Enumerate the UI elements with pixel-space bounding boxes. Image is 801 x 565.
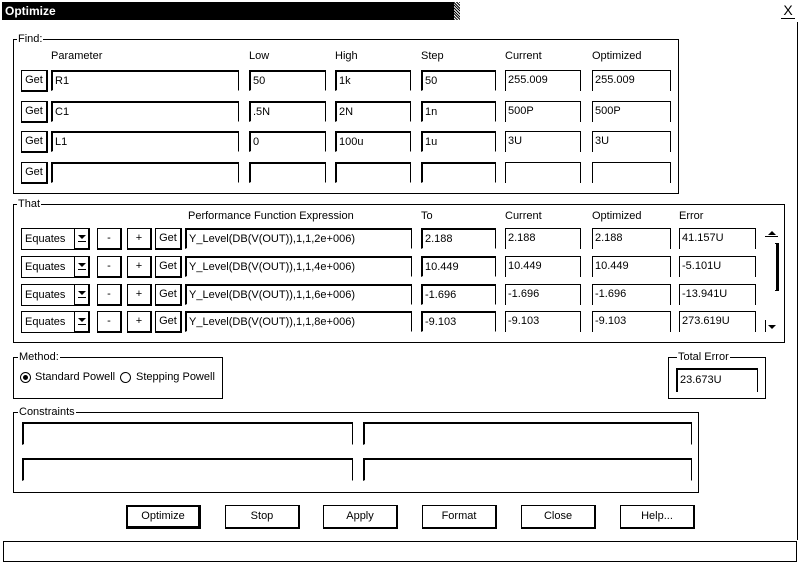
find-row-4-optimized-value [592, 162, 671, 183]
that-row-1-get-button[interactable]: Get [155, 228, 182, 250]
that-row-1-current-value: 2.188 [505, 228, 581, 249]
stop-button[interactable]: Stop [225, 505, 300, 529]
find-row-3-step-input[interactable] [421, 131, 496, 152]
constraint-input-2[interactable] [363, 422, 692, 445]
find-row-1-get-button[interactable]: Get [21, 70, 48, 92]
that-row-3-to-input[interactable] [421, 284, 496, 305]
find-row-3-get-button[interactable]: Get [21, 131, 48, 153]
find-row-2-parameter-input[interactable] [51, 101, 239, 122]
find-header-current: Current [505, 50, 542, 62]
chevron-down-icon[interactable] [74, 311, 90, 333]
help-button[interactable]: Help... [620, 505, 695, 529]
find-header-optimized: Optimized [592, 50, 642, 62]
find-header-parameter: Parameter [51, 50, 103, 62]
find-row-2-current-value: 500P [505, 101, 581, 122]
that-row-3-error-value: -13.941U [679, 284, 756, 305]
that-row-4-relation-value: Equates [25, 316, 66, 328]
that-header-expression: Performance Function Expression [188, 210, 354, 222]
that-row-1-plus-button[interactable]: + [127, 228, 152, 250]
that-row-2-plus-button[interactable]: + [127, 256, 152, 278]
find-group-label: Find: [18, 33, 43, 45]
that-row-4-current-value: -9.103 [505, 311, 581, 332]
that-row-3-optimized-value: -1.696 [592, 284, 671, 305]
optimize-button[interactable]: Optimize [126, 505, 201, 529]
that-row-1-to-input[interactable] [421, 228, 496, 249]
that-row-2-to-input[interactable] [421, 256, 496, 277]
scroll-up-icon[interactable] [763, 226, 780, 242]
find-row-4-high-input[interactable] [335, 162, 411, 183]
constraint-input-1[interactable] [22, 422, 353, 445]
standard-powell-label[interactable]: Standard Powell [35, 371, 116, 383]
window-title: Optimize [5, 4, 56, 18]
find-header-low: Low [249, 50, 270, 62]
that-row-1-relation-dropdown[interactable] [21, 228, 90, 250]
that-row-3-expression-input[interactable] [185, 284, 412, 305]
title-bar-edge [454, 2, 460, 20]
that-row-2-optimized-value: 10.449 [592, 256, 671, 277]
find-row-1-high-input[interactable] [335, 70, 411, 91]
find-row-4-step-input[interactable] [421, 162, 496, 183]
that-group-label: That [18, 198, 41, 210]
that-row-2-error-value: -5.101U [679, 256, 756, 277]
that-scrollbar[interactable] [763, 226, 780, 334]
constraint-input-3[interactable] [22, 458, 353, 481]
that-row-1-relation-value: Equates [25, 233, 66, 245]
find-row-1-low-input[interactable] [249, 70, 326, 91]
find-row-2-optimized-value: 500P [592, 101, 671, 122]
find-row-3-parameter-input[interactable] [51, 131, 239, 152]
that-row-2-relation-dropdown[interactable] [21, 256, 90, 278]
find-row-2-low-input[interactable] [249, 101, 326, 122]
status-bar [3, 541, 797, 562]
find-row-2-high-input[interactable] [335, 101, 411, 122]
find-row-4-get-button[interactable]: Get [21, 162, 48, 184]
close-icon[interactable]: X [781, 3, 795, 19]
apply-button[interactable]: Apply [323, 505, 398, 529]
title-bar[interactable] [2, 2, 454, 20]
scroll-down-icon[interactable] [763, 318, 780, 334]
find-row-1-step-input[interactable] [421, 70, 496, 91]
stepping-powell-label[interactable]: Stepping Powell [136, 371, 215, 383]
find-row-4-low-input[interactable] [249, 162, 326, 183]
total-error-label: Total Error [678, 351, 729, 363]
that-header-optimized: Optimized [592, 210, 642, 222]
that-row-3-plus-button[interactable]: + [127, 284, 152, 306]
find-row-2-get-button[interactable]: Get [21, 101, 48, 123]
that-row-4-get-button[interactable]: Get [155, 311, 182, 333]
that-row-4-optimized-value: -9.103 [592, 311, 671, 332]
find-row-3-optimized-value: 3U [592, 131, 671, 152]
chevron-down-icon[interactable] [74, 228, 90, 250]
chevron-down-icon[interactable] [74, 256, 90, 278]
find-row-2-step-input[interactable] [421, 101, 496, 122]
scrollbar-thumb[interactable] [775, 243, 779, 291]
that-row-2-current-value: 10.449 [505, 256, 581, 277]
that-row-2-minus-button[interactable]: - [97, 256, 122, 278]
that-row-3-get-button[interactable]: Get [155, 284, 182, 306]
that-row-3-relation-dropdown[interactable] [21, 284, 90, 306]
constraints-label: Constraints [19, 406, 75, 418]
that-row-3-current-value: -1.696 [505, 284, 581, 305]
that-row-3-minus-button[interactable]: - [97, 284, 122, 306]
find-row-4-current-value [505, 162, 581, 183]
that-row-2-get-button[interactable]: Get [155, 256, 182, 278]
that-row-4-expression-input[interactable] [185, 311, 412, 332]
that-row-4-to-input[interactable] [421, 311, 496, 332]
that-row-4-relation-dropdown[interactable] [21, 311, 90, 333]
stepping-powell-radio[interactable] [120, 372, 131, 383]
that-header-to: To [421, 210, 433, 222]
that-header-error: Error [679, 210, 704, 222]
that-header-current: Current [505, 210, 542, 222]
find-row-3-current-value: 3U [505, 131, 581, 152]
find-row-4-parameter-input[interactable] [51, 162, 239, 183]
total-error-value: 23.673U [676, 368, 758, 392]
find-row-1-current-value: 255.009 [505, 70, 581, 91]
that-row-4-error-value: 273.619U [679, 311, 756, 332]
that-row-3-relation-value: Equates [25, 289, 66, 301]
close-button[interactable]: Close [521, 505, 596, 529]
format-button[interactable]: Format [422, 505, 497, 529]
find-row-3-high-input[interactable] [335, 131, 411, 152]
that-row-1-expression-input[interactable] [185, 228, 412, 249]
method-group-label: Method: [19, 351, 59, 363]
standard-powell-radio[interactable] [20, 372, 31, 383]
that-row-4-plus-button[interactable]: + [127, 311, 152, 333]
find-row-3-low-input[interactable] [249, 131, 326, 152]
that-row-1-minus-button[interactable]: - [97, 228, 122, 250]
constraint-input-4[interactable] [363, 458, 692, 481]
that-row-1-optimized-value: 2.188 [592, 228, 671, 249]
window-right-border [797, 22, 798, 540]
chevron-down-icon[interactable] [74, 284, 90, 306]
find-row-1-parameter-input[interactable] [51, 70, 239, 91]
find-header-high: High [335, 50, 358, 62]
find-row-1-optimized-value: 255.009 [592, 70, 671, 91]
that-row-4-minus-button[interactable]: - [97, 311, 122, 333]
that-row-2-relation-value: Equates [25, 261, 66, 273]
find-header-step: Step [421, 50, 444, 62]
that-row-2-expression-input[interactable] [185, 256, 412, 277]
that-row-1-error-value: 41.157U [679, 228, 756, 249]
